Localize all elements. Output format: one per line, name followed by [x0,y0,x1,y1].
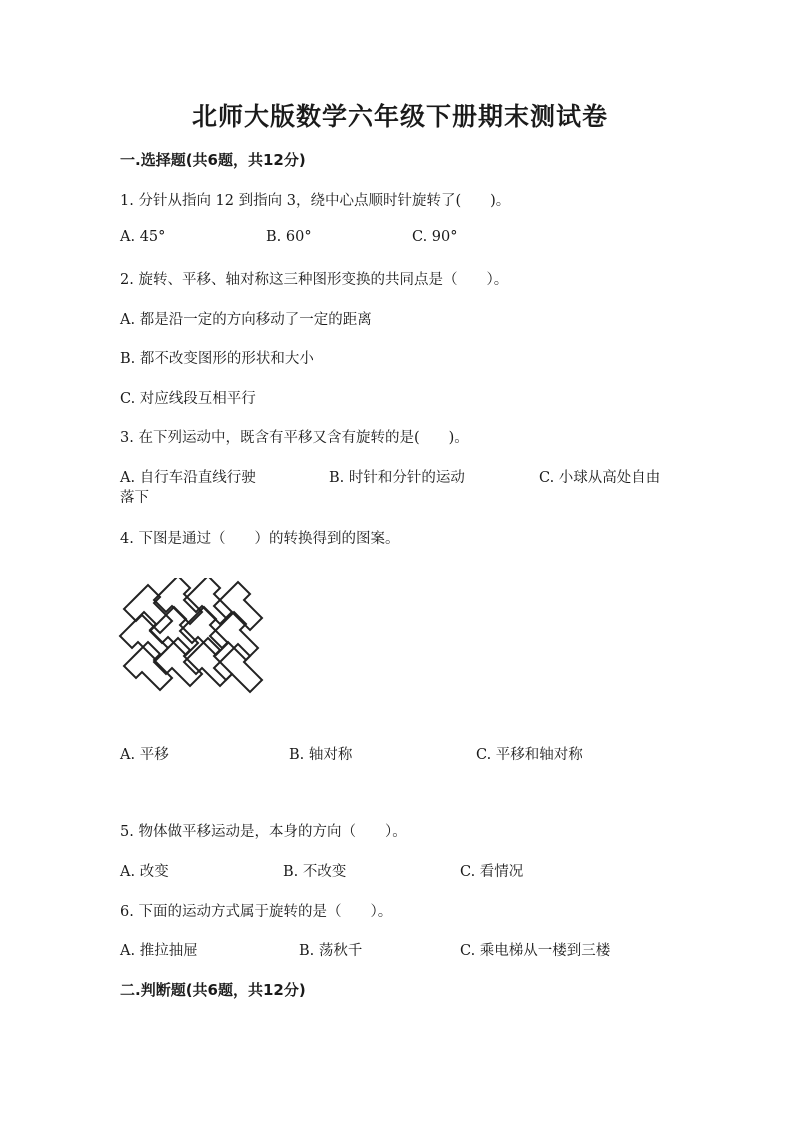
question-2: 2. 旋转、平移、轴对称这三种图形变换的共同点是（ ）。 [120,272,509,288]
q4-option-b: B. 轴对称 [289,747,353,763]
page-title: 北师大版数学六年级下册期末测试卷 [191,102,608,131]
question-1: 1. 分针从指向 12 到指向 3，绕中心点顺时针旋转了( )。 [120,193,511,209]
q6-option-b: B. 荡秋千 [299,943,363,959]
q4-option-a: A. 平移 [120,747,169,763]
q3-option-c-continued: 落下 [120,490,149,506]
q1-option-b: B. 60° [266,229,312,245]
q5-option-b: B. 不改变 [283,864,347,880]
q1-option-a: A. 45° [120,229,166,245]
question-5: 5. 物体做平移运动是，本身的方向（ ）。 [120,824,407,840]
q1-option-c: C. 90° [412,229,458,245]
q6-option-c: C. 乘电梯从一楼到三楼 [460,943,611,959]
q6-option-a: A. 推拉抽屉 [120,943,198,959]
section-heading-judgment: 二.判断题(共6题，共12分) [120,981,306,999]
question-4: 4. 下图是通过（ ）的转换得到的图案。 [120,531,400,547]
question-6: 6. 下面的运动方式属于旋转的是（ ）。 [120,904,393,920]
q5-option-a: A. 改变 [120,864,169,880]
section-heading-choice: 一.选择题(共6题，共12分) [120,151,306,169]
tile-pattern [120,578,262,692]
tessellation-figure [118,578,268,703]
question-3: 3. 在下列运动中，既含有平移又含有旋转的是( )。 [120,430,469,446]
q2-option-b: B. 都不改变图形的形状和大小 [120,351,314,367]
q3-option-a: A. 自行车沿直线行驶 [120,470,256,486]
q3-option-b: B. 时针和分针的运动 [329,470,465,486]
q3-option-c: C. 小球从高处自由 [539,470,661,486]
q2-option-c: C. 对应线段互相平行 [120,391,256,407]
q5-option-c: C. 看情况 [460,864,524,880]
q2-option-a: A. 都是沿一定的方向移动了一定的距离 [120,312,372,328]
q4-option-c: C. 平移和轴对称 [476,747,583,763]
